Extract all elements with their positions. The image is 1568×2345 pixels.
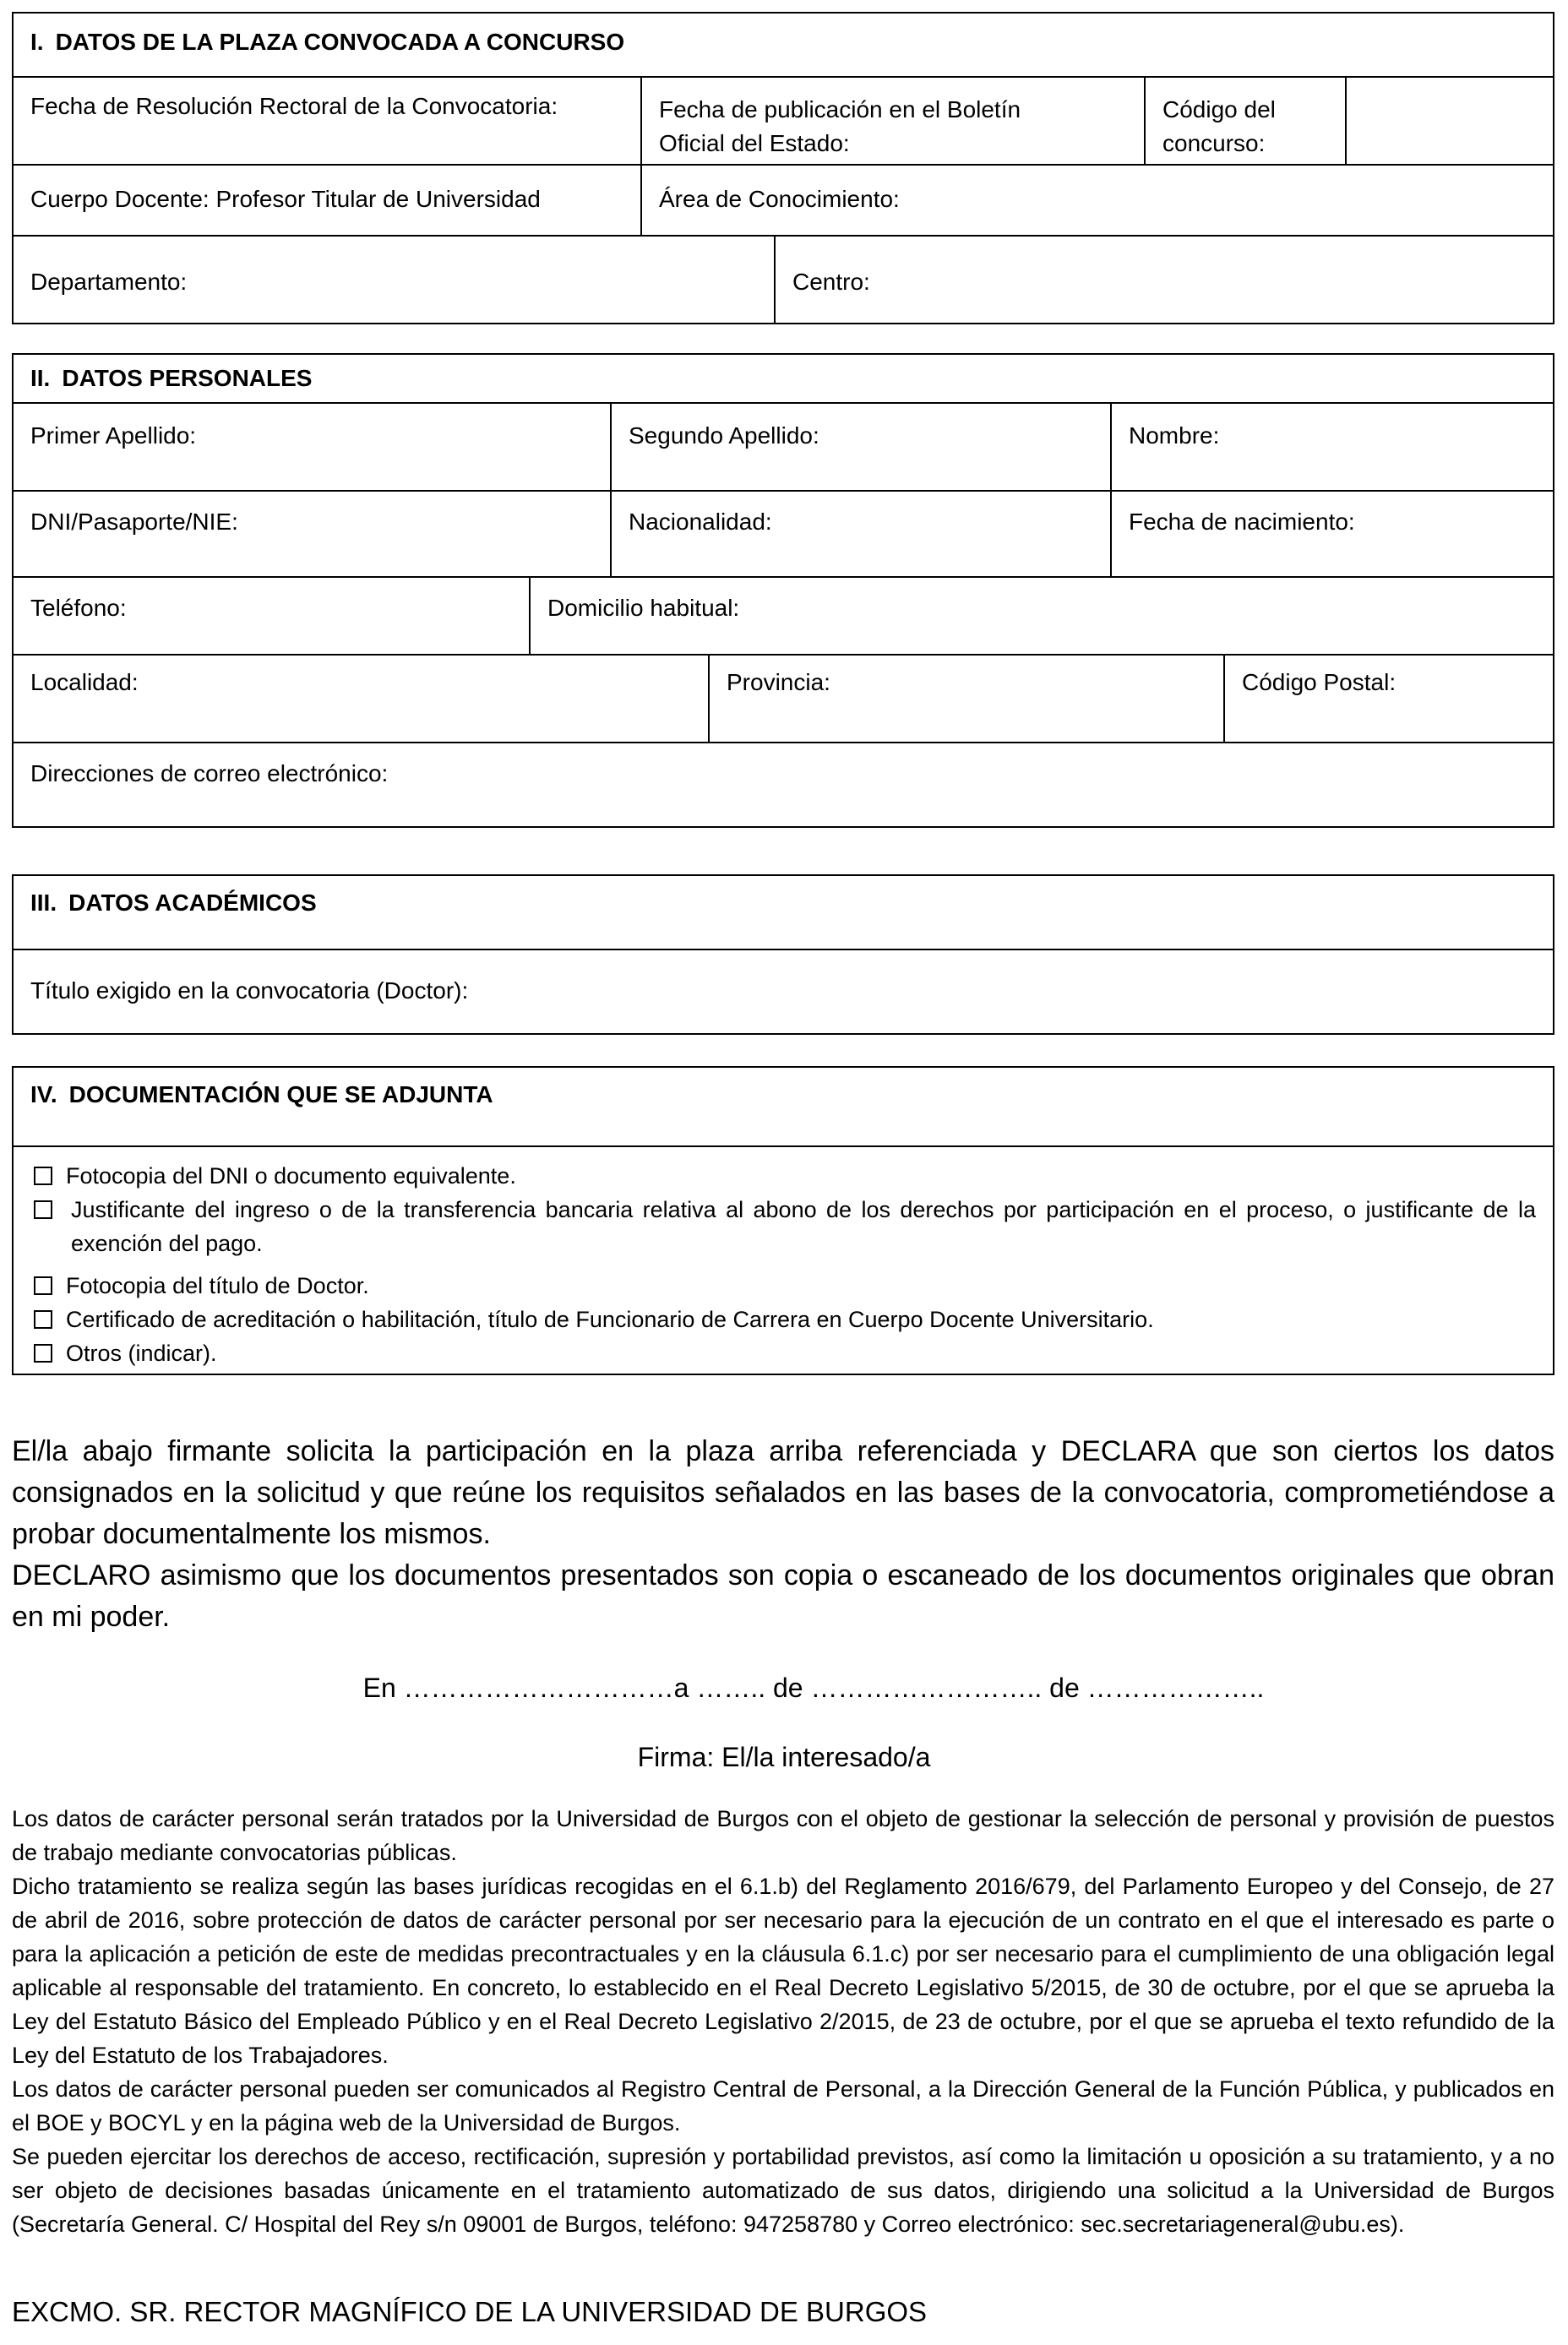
section-header bbox=[14, 14, 1553, 76]
segundo-apellido-field[interactable] bbox=[610, 404, 1110, 490]
form-row bbox=[14, 654, 1553, 742]
place-date-line: En …………………………a …….. de …………………….. de ……………….. bbox=[362, 1673, 1265, 1703]
form-row bbox=[14, 742, 1553, 826]
section-plaza bbox=[12, 12, 1554, 324]
localidad-field[interactable] bbox=[14, 656, 708, 742]
field-label: Nombre: bbox=[1129, 422, 1220, 449]
legal-paragraph: Los datos de carácter personal serán tratados por la Universidad de Burgos con el objeto de gestionar la selección de personal y provisión de puestos de trabajo mediante convocatorias públicas. bbox=[12, 1806, 1554, 1865]
primer-apellido-field[interactable] bbox=[14, 404, 610, 490]
document-checklist bbox=[14, 1145, 1553, 1374]
checklist-item: Certificado de acreditación o habilitación, título de Funcionario de Carrera en Cuerpo Docente Universitario. bbox=[30, 1303, 1536, 1336]
section-title: III. DATOS ACADÉMICOS bbox=[14, 876, 1553, 949]
field-label: Primer Apellido: bbox=[30, 422, 197, 449]
field-label: Direcciones de correo electrónico: bbox=[30, 760, 389, 786]
section-header bbox=[14, 876, 1553, 949]
checkbox[interactable] bbox=[34, 1344, 52, 1363]
codigo-concurso-field[interactable] bbox=[1345, 78, 1553, 164]
field-label: Provincia: bbox=[727, 669, 830, 695]
fecha-publicacion-field[interactable] bbox=[640, 78, 1144, 164]
checkbox[interactable] bbox=[34, 1310, 52, 1329]
form-row bbox=[14, 76, 1553, 164]
field-label: Área de Conocimiento: bbox=[659, 186, 900, 212]
form-row bbox=[14, 402, 1553, 490]
section-number: III. bbox=[30, 890, 57, 916]
provincia-field[interactable] bbox=[708, 656, 1223, 742]
nombre-field[interactable] bbox=[1110, 404, 1553, 490]
fecha-nacimiento-field[interactable] bbox=[1110, 492, 1553, 576]
declaration-paragraph: El/la abajo firmante solicita la participación en la plaza arriba referenciada y DECLARA que son ciertos los datos consignados en la solicitud y que reúne los requisitos señalados en las bases de la convocatoria, comprometiéndose a probar documentalmente los mismos. bbox=[12, 1435, 1554, 1550]
field-label: Domicilio habitual: bbox=[547, 595, 740, 621]
declaration-paragraph: DECLARO asimismo que los documentos presentados son copia o escaneado de los documentos originales que obran en mi poder. bbox=[12, 1559, 1554, 1633]
dni-field[interactable] bbox=[14, 492, 610, 576]
titulo-doctor-field[interactable] bbox=[14, 950, 1553, 1033]
field-label: Teléfono: bbox=[30, 595, 127, 621]
field-label: Nacionalidad: bbox=[629, 509, 772, 535]
checkbox[interactable] bbox=[34, 1200, 52, 1219]
field-label: DNI/Pasaporte/NIE: bbox=[30, 509, 238, 535]
data-protection-notice bbox=[12, 1802, 1554, 2241]
field-label: Localidad: bbox=[30, 669, 139, 695]
field-label: Cuerpo Docente: Profesor Titular de Universidad bbox=[30, 186, 541, 212]
field-label: Segundo Apellido: bbox=[629, 422, 819, 449]
declaration-text bbox=[12, 1431, 1554, 1638]
section-header bbox=[14, 1068, 1553, 1145]
checkbox[interactable] bbox=[34, 1276, 52, 1295]
legal-paragraph: Se pueden ejercitar los derechos de acceso, rectificación, supresión y portabilidad previstos, así como la limitación u oposición a su tratamiento, y a no ser objeto de decisiones basadas únicamente en el tratamiento automatizado de sus datos, dirigiendo una solicitud a la Universidad de Burgos (Secretaría General. C/ Hospital del Rey s/n 09001 de Burgos, teléfono: 947258780 y Correo electrónico: sec.secretariageneral@ubu.es). bbox=[12, 2144, 1554, 2237]
codigo-postal-field[interactable] bbox=[1223, 656, 1553, 742]
field-label: Oficial del Estado: bbox=[659, 130, 850, 156]
legal-paragraph: Dicho tratamiento se realiza según las bases jurídicas recogidas en el 6.1.b) del Reglamento 2016/679, del Parlamento Europeo y del Consejo, de 27 de abril de 2016, sobre protección de datos de carácter personal por ser necesario para la ejecución de un contrato en el que el interesado es parte o para la aplicación a petición de este de medidas precontractuales y en la cláusula 6.1.c) por ser necesario para el cumplimiento de una obligación legal aplicable al responsable del tratamiento. En concreto, lo establecido en el Real Decreto Legislativo 5/2015, de 30 de octubre, por el que se aprueba la Ley del Estatuto Básico del Empleado Público y en el Real Decreto Legislativo 2/2015, de 23 de octubre, por el que se aprueba el texto refundido de la Ley del Estatuto de los Trabajadores. bbox=[12, 1874, 1554, 2068]
field-label: Código Postal: bbox=[1242, 669, 1396, 695]
section-number: II. bbox=[30, 365, 51, 391]
section-academicos bbox=[12, 874, 1554, 1035]
form-row bbox=[14, 490, 1553, 576]
addressee: EXCMO. SR. RECTOR MAGNÍFICO DE LA UNIVERSIDAD DE BURGOS bbox=[12, 2296, 928, 2327]
centro-field[interactable] bbox=[774, 237, 1553, 323]
section-documentacion bbox=[12, 1066, 1554, 1375]
domicilio-field[interactable] bbox=[529, 578, 1553, 654]
section-number: I. bbox=[30, 29, 44, 55]
section-title: II. DATOS PERSONALES bbox=[14, 355, 1553, 402]
checkbox[interactable] bbox=[34, 1167, 52, 1185]
field-label: Fecha de publicación en el Boletín bbox=[659, 96, 1021, 122]
field-label: Fecha de nacimiento: bbox=[1129, 509, 1355, 535]
legal-paragraph: Los datos de carácter personal pueden ser comunicados al Registro Central de Personal, a la Dirección General de la Función Pública, y publicados en el BOE y BOCYL y en la página web de la Universidad de Burgos. bbox=[12, 2076, 1554, 2136]
departamento-field[interactable] bbox=[14, 237, 774, 323]
correo-field[interactable] bbox=[14, 743, 1553, 826]
field-label: Departamento: bbox=[30, 269, 188, 295]
area-conocimiento-field[interactable] bbox=[640, 166, 1553, 235]
field-label: Centro: bbox=[792, 269, 870, 295]
checklist-item: Fotocopia del DNI o documento equivalente. bbox=[30, 1159, 1536, 1193]
section-header bbox=[14, 355, 1553, 402]
checklist-item: Justificante del ingreso o de la transferencia bancaria relativa al abono de los derechos por participación en el proceso, o justificante de la exención del pago. bbox=[30, 1193, 1536, 1260]
codigo-concurso-label: Código del concurso: bbox=[1144, 78, 1345, 164]
fecha-resolucion-field[interactable] bbox=[14, 78, 640, 164]
section-title: IV. DOCUMENTACIÓN QUE SE ADJUNTA bbox=[14, 1068, 1553, 1145]
section-number: IV. bbox=[30, 1081, 57, 1107]
section-title: I. DATOS DE LA PLAZA CONVOCADA A CONCURSO bbox=[14, 14, 1553, 76]
form-row bbox=[14, 164, 1553, 235]
field-label: Título exigido en la convocatoria (Doctor): bbox=[30, 977, 469, 1004]
form-row bbox=[14, 235, 1553, 323]
form-row bbox=[14, 949, 1553, 1033]
section-personal bbox=[12, 353, 1554, 828]
cuerpo-docente-field[interactable] bbox=[14, 166, 640, 235]
form-row bbox=[14, 576, 1553, 654]
signature-label: Firma: El/la interesado/a bbox=[637, 1742, 931, 1772]
field-label: Fecha de Resolución Rectoral de la Convocatoria: bbox=[30, 93, 558, 119]
nacionalidad-field[interactable] bbox=[610, 492, 1110, 576]
telefono-field[interactable] bbox=[14, 578, 529, 654]
checklist-item: Fotocopia del título de Doctor. bbox=[30, 1269, 1536, 1303]
checklist-item: Otros (indicar). bbox=[30, 1336, 1536, 1370]
